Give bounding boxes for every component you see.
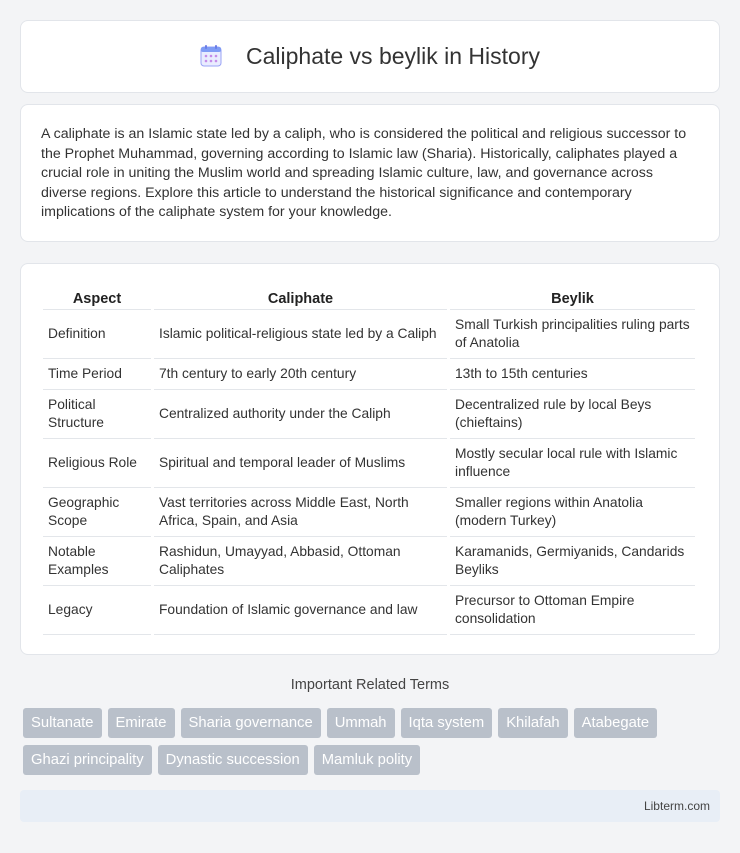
cell-beylik: 13th to 15th centuries xyxy=(450,359,695,390)
header-caliphate: Caliphate xyxy=(154,284,447,310)
table-row xyxy=(43,586,695,635)
cell-aspect: Legacy xyxy=(43,586,151,635)
tag-sharia-governance[interactable]: Sharia governance xyxy=(181,708,321,738)
cell-caliphate: Rashidun, Umayyad, Abbasid, Ottoman Caliphates xyxy=(154,537,447,586)
intro-card xyxy=(20,104,720,242)
header-beylik: Beylik xyxy=(450,284,695,310)
comparison-table xyxy=(40,284,698,635)
related-terms-title: Important Related Terms xyxy=(290,677,450,693)
title-card xyxy=(20,20,720,93)
cell-beylik: Small Turkish principalities ruling parts of Anatolia xyxy=(450,310,695,359)
cell-caliphate: 7th century to early 20th century xyxy=(154,359,447,390)
tag-khilafah[interactable]: Khilafah xyxy=(498,708,567,738)
cell-aspect: Definition xyxy=(43,310,151,359)
cell-caliphate: Spiritual and temporal leader of Muslims xyxy=(154,439,447,488)
tag-mamluk-polity[interactable]: Mamluk polity xyxy=(314,745,420,775)
cell-beylik: Decentralized rule by local Beys (chieftains) xyxy=(450,390,695,439)
cell-aspect: Time Period xyxy=(43,359,151,390)
cell-aspect: Geographic Scope xyxy=(43,488,151,537)
table-header-row xyxy=(43,284,695,310)
table-row xyxy=(43,390,695,439)
table-row xyxy=(43,537,695,586)
calendar-icon xyxy=(200,45,222,67)
cell-caliphate: Centralized authority under the Caliph xyxy=(154,390,447,439)
tag-dynastic-succession[interactable]: Dynastic succession xyxy=(158,745,308,775)
related-terms-tags xyxy=(23,708,723,775)
footer-brand[interactable]: Libterm.com xyxy=(643,799,710,813)
cell-beylik: Precursor to Ottoman Empire consolidation xyxy=(450,586,695,635)
tag-iqta-system[interactable]: Iqta system xyxy=(401,708,493,738)
cell-aspect: Religious Role xyxy=(43,439,151,488)
cell-beylik: Karamanids, Germiyanids, Candarids Beyliks xyxy=(450,537,695,586)
page-title: Caliphate vs beylik in History xyxy=(245,43,540,69)
comparison-card xyxy=(20,263,720,655)
cell-caliphate: Islamic political-religious state led by a Caliph xyxy=(154,310,447,359)
cell-caliphate: Vast territories across Middle East, North Africa, Spain, and Asia xyxy=(154,488,447,537)
header-aspect: Aspect xyxy=(43,284,151,310)
cell-aspect: Political Structure xyxy=(43,390,151,439)
table-row xyxy=(43,359,695,390)
cell-aspect: Notable Examples xyxy=(43,537,151,586)
tag-ummah[interactable]: Ummah xyxy=(327,708,395,738)
tag-emirate[interactable]: Emirate xyxy=(108,708,175,738)
table-row xyxy=(43,488,695,537)
table-row xyxy=(43,310,695,359)
tag-atabegate[interactable]: Atabegate xyxy=(574,708,657,738)
tag-ghazi-principality[interactable]: Ghazi principality xyxy=(23,745,152,775)
cell-beylik: Mostly secular local rule with Islamic influence xyxy=(450,439,695,488)
intro-text: A caliphate is an Islamic state led by a caliph, who is considered the political and religious successor to the Prophet Muhammad, governing according to Islamic law (Sharia). Historically, caliphates played a crucial role in uniting the Muslim world and spreading Islamic culture, law, and governance across diverse regions. Explore this article to understand the historical significance and contemporary implications of the caliphate system for your knowledge. xyxy=(41,126,687,221)
cell-beylik: Smaller regions within Anatolia (modern Turkey) xyxy=(450,488,695,537)
footer xyxy=(20,790,720,822)
cell-caliphate: Foundation of Islamic governance and law xyxy=(154,586,447,635)
tag-sultanate[interactable]: Sultanate xyxy=(23,708,102,738)
table-row xyxy=(43,439,695,488)
